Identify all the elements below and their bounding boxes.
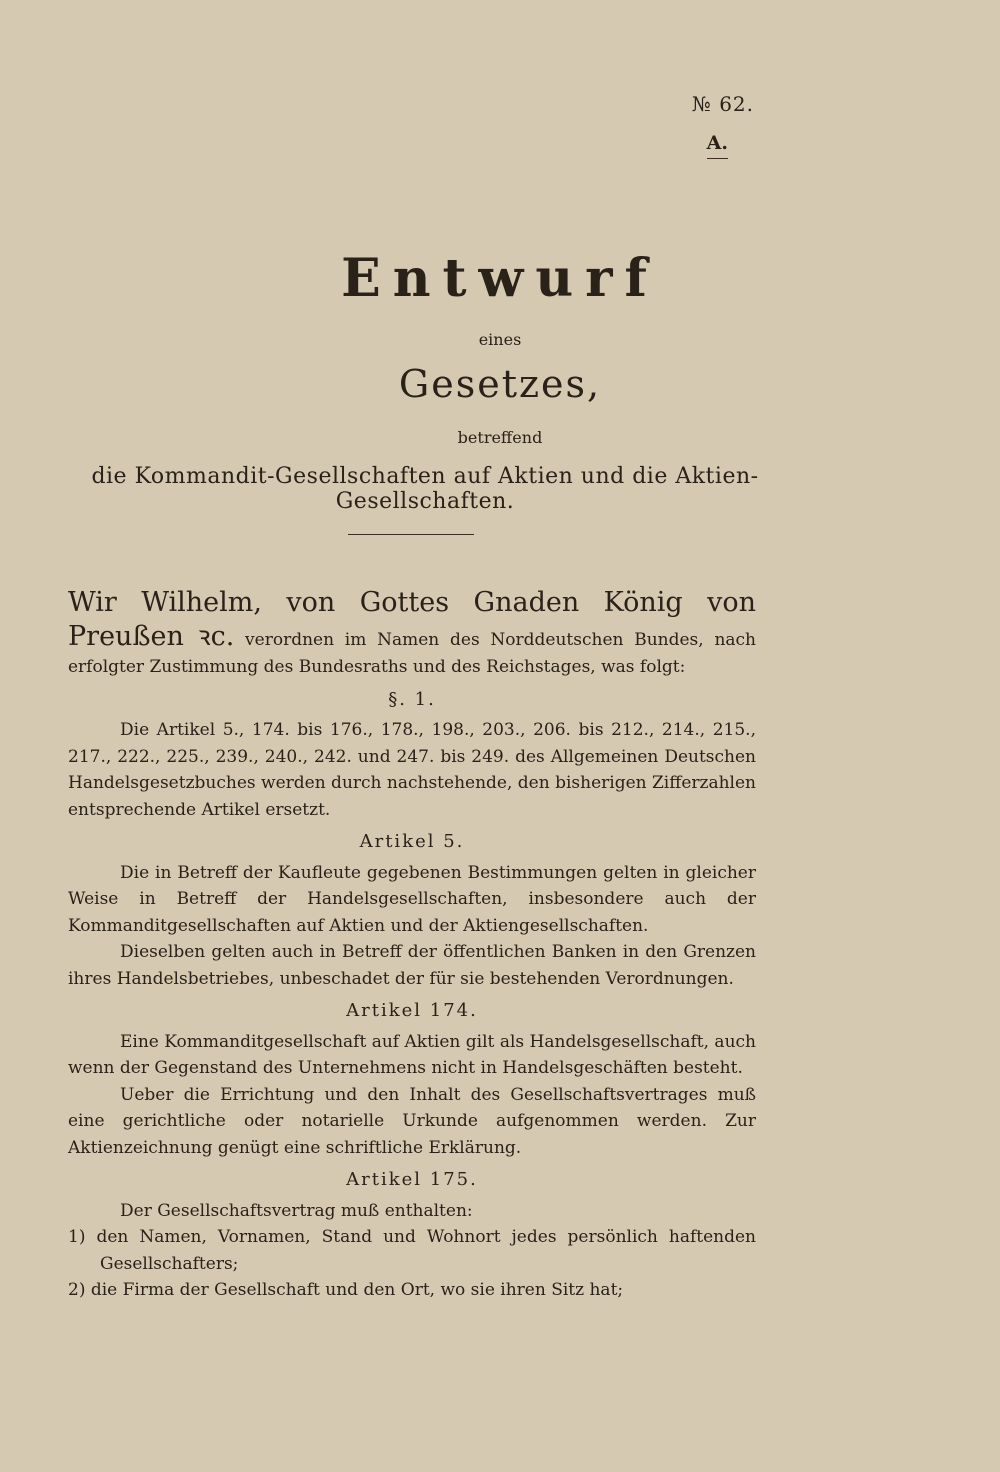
document-body (68, 586, 756, 1304)
article-heading: Artikel 5. (359, 831, 465, 852)
section-heading: §. 1. (388, 688, 436, 710)
article-paragraph: Dieselben gelten auch in Betreff der öffentlichen Banken in den Grenzen ihres Handelsbetriebes, unbeschadet der für sie bestehenden Verordnungen. (68, 942, 756, 989)
list-item: 1) den Namen, Vornamen, Stand und Wohnort jedes persönlich haftenden Gesellschafters; (68, 1227, 756, 1274)
title-divider (348, 534, 474, 535)
preamble-text: verordnen im Namen des Norddeutschen Bundes, nach erfolgter Zustimmung des Bundesraths und des Reichstages, was folgt: (68, 630, 756, 677)
preamble (68, 586, 756, 681)
title-eines: eines (478, 330, 522, 349)
title-betreffend: betreffend (457, 428, 543, 447)
sheet-mark: A. (707, 132, 728, 159)
article-paragraph: Die in Betreff der Kaufleute gegebenen Bestimmungen gelten in gleicher Weise in Betreff der Handelsgesellschaften, insbesondere auch der Kommanditgesellschaften auf Aktien und der Aktiengesellschaften. (68, 862, 756, 936)
title-gesetzes: Gesetzes, (398, 362, 602, 406)
preamble-lead: Wir Wilhelm, von Gottes Gnaden König von Preußen ꝛc. (68, 587, 756, 652)
article-heading: Artikel 175. (346, 1169, 478, 1190)
article-heading: Artikel 174. (346, 1000, 478, 1021)
article-paragraph: Eine Kommanditgesellschaft auf Aktien gilt als Handelsgesellschaft, auch wenn der Gegenstand des Unternehmens nicht in Handelsgeschäften besteht. (68, 1031, 756, 1078)
document-title: Entwurf (341, 248, 659, 309)
article-paragraph: Der Gesellschaftsvertrag muß enthalten: (120, 1200, 473, 1221)
title-subject: die Kommandit-Gesellschaften auf Aktien und die Aktien-Gesellschaften. (91, 464, 759, 514)
page-number: № 62. (691, 92, 754, 116)
article-paragraph: Ueber die Errichtung und den Inhalt des Gesellschaftsvertrages muß eine gerichtliche oder notarielle Urkunde aufgenommen werden. Zur Aktienzeichnung genügt eine schriftliche Erklärung. (68, 1084, 756, 1158)
section-paragraph: Die Artikel 5., 174. bis 176., 178., 198., 203., 206. bis 212., 214., 215., 217., 222., 225., 239., 240., 242. und 247. bis 249. des Allgemeinen Deutschen Handelsgesetzbuches werden durch nachstehende, den bisherigen Zifferzahlen entsprechende Artikel ersetzt. (68, 720, 756, 820)
list-item: 2) die Firma der Gesellschaft und den Ort, wo sie ihren Sitz hat; (68, 1280, 624, 1300)
